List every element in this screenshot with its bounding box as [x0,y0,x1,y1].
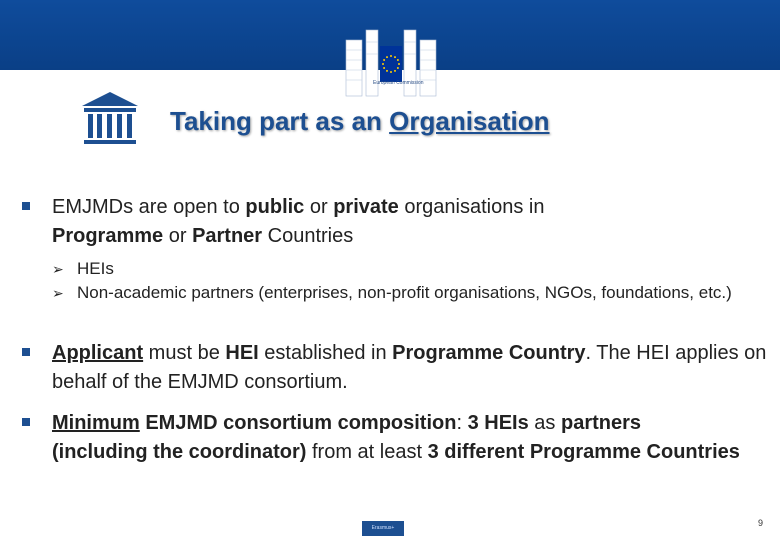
b3-text-3: : [456,412,468,434]
b3-text-4: 3 HEIs [467,412,529,434]
b2-text-4: established in [258,342,393,364]
b1-text-6: Programme [52,225,164,247]
erasmus-plus-logo: Erasmus+ [362,521,404,536]
b3-text-2: EMJMD consortium composition [139,412,457,434]
b3-text-6: partners [561,412,642,434]
b2-text-5: Programme Country [392,342,586,364]
b3-text-5: as [528,412,561,434]
slide-title-emphasis: Organisation [389,106,550,136]
b2-text-6: . The HEI applies on behalf of the EMJMD consortium. [52,342,767,393]
arrow-bullet-icon: ➢ [52,285,64,301]
b1-text-7: or [163,225,193,247]
arrow-bullet-icon: ➢ [52,261,64,277]
b1-text-2: public [245,196,305,218]
page-number: 9 [758,518,764,528]
b1-text-3: or [304,196,334,218]
sub-bullet-heis-text: HEIs [77,259,114,278]
b1-text-4: private [333,196,399,218]
b3-text-1: Minimum [52,412,140,434]
b2-text-3: HEI [225,342,259,364]
b3-text-7: (including the coordinator) [52,441,307,463]
b3-text-9: 3 different Programme Countries [427,441,740,463]
b1-text-1: EMJMDs are open to [52,196,246,218]
b1-text-5: organisations in [398,196,545,218]
building-icon [80,90,140,146]
bullet-marker [22,348,30,356]
ec-logo-text: European Commission [373,80,424,86]
slide-title [170,106,550,137]
european-commission-logo [338,22,438,102]
bullet-marker [22,418,30,426]
b1-text-8: Partner [192,225,263,247]
sub-bullet-non-academic-text: Non-academic partners (enterprises, non-profit organisations, NGOs, foundations, etc.) [77,283,732,302]
b2-text-1: Applicant [52,342,144,364]
b1-text-9: Countries [262,225,354,247]
slide-title-prefix: Taking part as an [170,106,390,136]
bullet-marker [22,202,30,210]
b3-text-8: from at least [306,441,428,463]
b2-text-2: must be [143,342,226,364]
